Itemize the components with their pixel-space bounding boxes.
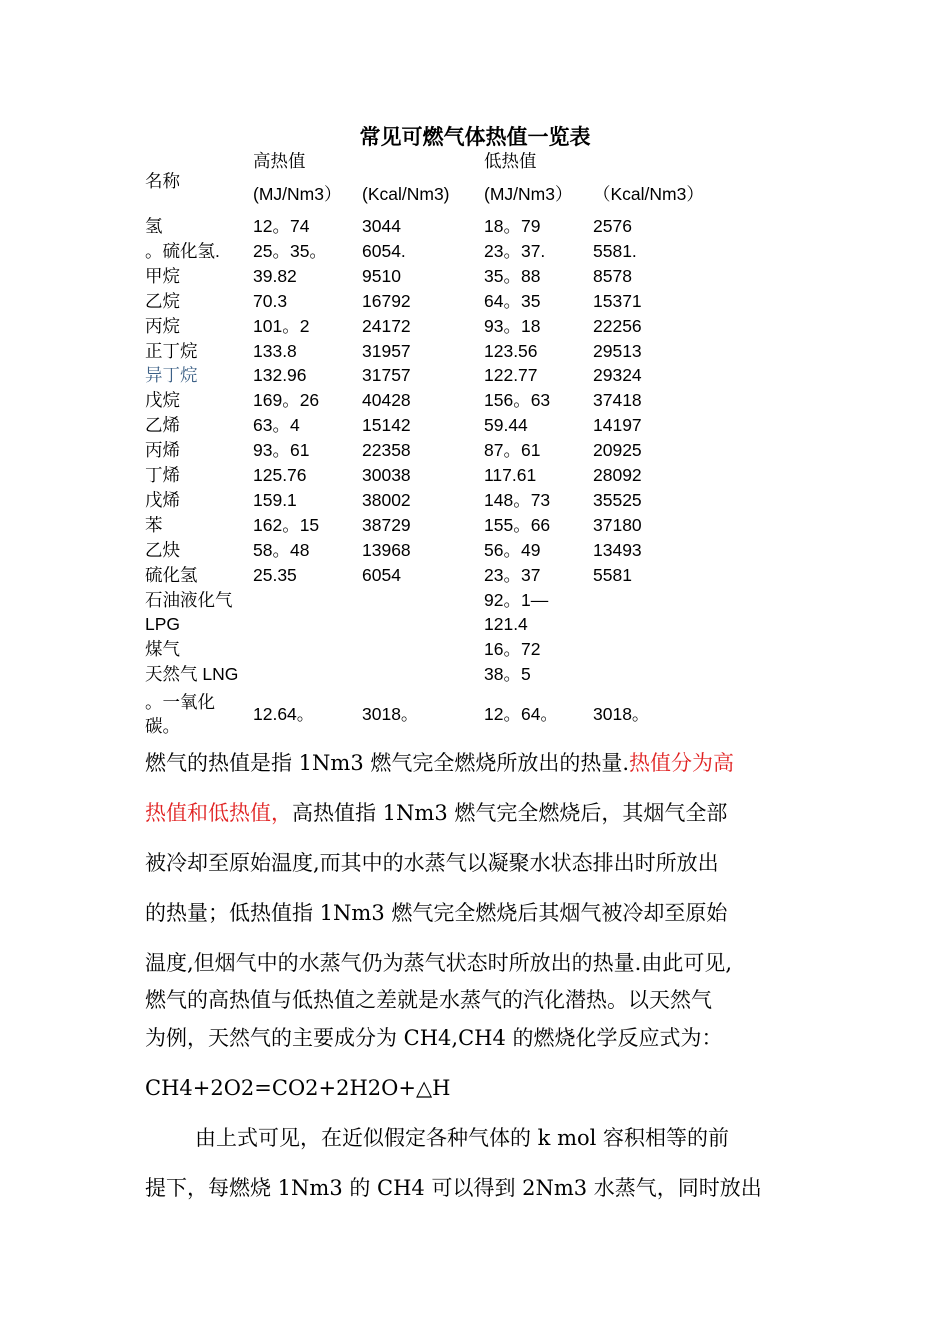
- table-cell-name: 碳。: [145, 716, 180, 736]
- page-title: 常见可燃气体热值一览表: [359, 124, 591, 149]
- formula: CH4+2O2=CO2+2H2O+△H: [145, 1076, 451, 1100]
- paragraph-line: 为例，天然气的主要成分为 CH4,CH4 的燃烧化学反应式为：: [145, 1026, 723, 1050]
- paragraph-line: 提下，每燃烧 1Nm3 的 CH4 可以得到 2Nm3 水蒸气，同时放出: [145, 1176, 762, 1200]
- table-cell-name: 异丁烷: [145, 365, 198, 385]
- table-cell: 155。66: [484, 515, 551, 535]
- table-cell: 35525: [593, 490, 642, 510]
- table-cell: 37180: [593, 515, 642, 535]
- table-cell: 92。1—: [484, 590, 549, 610]
- table-cell: 3018。: [362, 704, 419, 724]
- table-cell: 12。74: [253, 216, 310, 236]
- table-cell: 31757: [362, 365, 411, 385]
- table-cell: 35。88: [484, 266, 541, 286]
- table-cell: 20925: [593, 440, 642, 460]
- table-cell: 87。61: [484, 440, 541, 460]
- table-cell: 15371: [593, 291, 642, 311]
- table-cell: 22358: [362, 440, 411, 460]
- table-cell-name: 戊烷: [145, 390, 180, 410]
- table-cell: 9510: [362, 266, 401, 286]
- table-cell: 24172: [362, 316, 411, 336]
- table-cell: 123.56: [484, 341, 538, 361]
- paragraph-line: 被冷却至原始温度,而其中的水蒸气以凝聚水状态排出时所放出: [145, 851, 719, 875]
- header-name: 名称: [145, 171, 180, 191]
- table-cell: 31957: [362, 341, 411, 361]
- table-cell-name: 丙烯: [145, 440, 180, 460]
- table-cell: 16。72: [484, 639, 541, 659]
- table-cell: 133.8: [253, 341, 297, 361]
- table-cell: 63。4: [253, 415, 300, 435]
- table-cell: 8578: [593, 266, 632, 286]
- header-unit: (Kcal/Nm3): [362, 184, 450, 204]
- table-cell: 25。35。: [253, 241, 327, 261]
- table-cell-name: 戊烯: [145, 490, 180, 510]
- table-cell: 16792: [362, 291, 411, 311]
- paragraph-line: [145, 748, 810, 778]
- table-cell: 3018。: [593, 704, 650, 724]
- table-cell-name: 氢: [145, 216, 163, 236]
- table-cell: 23。37.: [484, 241, 546, 261]
- table-cell: 14197: [593, 415, 642, 435]
- table-cell: 5581: [593, 565, 632, 585]
- table-cell: 23。37: [484, 565, 541, 585]
- table-cell: 121.4: [484, 614, 528, 634]
- table-cell: 29513: [593, 341, 642, 361]
- table-cell-name: 石油液化气: [145, 590, 233, 610]
- highlighted-text: 热值分为高: [629, 751, 735, 775]
- header-high: 高热值: [253, 151, 306, 171]
- table-cell: 28092: [593, 465, 642, 485]
- table-cell: 159.1: [253, 490, 297, 510]
- table-cell: 56。49: [484, 540, 541, 560]
- table-cell: 40428: [362, 390, 411, 410]
- paragraph-text: 燃气的热值是指 1Nm3 燃气完全燃烧所放出的热量.: [145, 751, 630, 775]
- table-cell-name: 丁烯: [145, 465, 180, 485]
- table-cell: 18。79: [484, 216, 541, 236]
- table-cell-name: 正丁烷: [145, 341, 198, 361]
- table-cell: 6054.: [362, 241, 406, 261]
- table-cell: 6054: [362, 565, 401, 585]
- table-cell: 70.3: [253, 291, 288, 311]
- table-cell: 38。5: [484, 664, 531, 684]
- table-cell: 5581.: [593, 241, 637, 261]
- paragraph-line: 燃气的高热值与低热值之差就是水蒸气的汽化潜热。以天然气: [145, 988, 712, 1012]
- table-cell: 3044: [362, 216, 401, 236]
- table-cell: 13493: [593, 540, 642, 560]
- header-low: 低热值: [484, 151, 537, 171]
- table-cell: 148。73: [484, 490, 551, 510]
- table-cell: 38729: [362, 515, 411, 535]
- table-cell: 101。2: [253, 316, 310, 336]
- paragraph-line: 温度,但烟气中的水蒸气仍为蒸气状态时所放出的热量.由此可见,: [145, 951, 733, 975]
- table-cell: 38002: [362, 490, 411, 510]
- table-cell: 162。15: [253, 515, 320, 535]
- table-cell: 125.76: [253, 465, 307, 485]
- table-cell: 122.77: [484, 365, 538, 385]
- table-cell: 37418: [593, 390, 642, 410]
- header-unit: （Kcal/Nm3）: [593, 184, 704, 204]
- table-cell-name: 乙炔: [145, 540, 180, 560]
- table-cell-name: 天然气 LNG: [145, 664, 239, 684]
- table-cell-name: 乙烷: [145, 291, 180, 311]
- header-unit: (MJ/Nm3）: [484, 184, 573, 204]
- table-cell: 15142: [362, 415, 411, 435]
- table-cell-name: 煤气: [145, 639, 180, 659]
- table-cell-name: LPG: [145, 614, 181, 634]
- table-cell: 156。63: [484, 390, 551, 410]
- table-cell-name: 硫化氢: [145, 565, 198, 585]
- table-cell: 25.35: [253, 565, 297, 585]
- table-cell-name: 乙烯: [145, 415, 180, 435]
- table-cell: 64。35: [484, 291, 541, 311]
- table-cell: 29324: [593, 365, 642, 385]
- paragraph-line: [145, 798, 810, 828]
- header-unit: (MJ/Nm3）: [253, 184, 342, 204]
- table-cell: 13968: [362, 540, 411, 560]
- highlighted-text: 热值和低热值，: [145, 801, 292, 825]
- table-cell: 12。64。: [484, 704, 558, 724]
- table-cell: 93。61: [253, 440, 310, 460]
- table-cell-name: 。一氧化: [145, 692, 215, 712]
- table-cell: 117.61: [484, 465, 537, 485]
- table-cell: 93。18: [484, 316, 541, 336]
- table-cell: 2576: [593, 216, 632, 236]
- table-cell: 59.44: [484, 415, 528, 435]
- paragraph-line: 由上式可见，在近似假定各种气体的 k mol 容积相等的前: [195, 1126, 730, 1150]
- table-cell-name: 丙烷: [145, 316, 180, 336]
- table-cell-name: 。硫化氢.: [145, 241, 220, 261]
- table-cell-name: 苯: [145, 515, 163, 535]
- table-cell: 169。26: [253, 390, 320, 410]
- table-cell: 12.64。: [253, 704, 315, 724]
- table-cell: 132.96: [253, 365, 307, 385]
- table-cell-name: 甲烷: [145, 266, 180, 286]
- table-cell: 30038: [362, 465, 411, 485]
- paragraph-line: 的热量；低热值指 1Nm3 燃气完全燃烧后其烟气被冷却至原始: [145, 901, 728, 925]
- paragraph-text: 高热值指 1Nm3 燃气完全燃烧后，其烟气全部: [292, 801, 728, 825]
- table-cell: 39.82: [253, 266, 297, 286]
- table-cell: 22256: [593, 316, 642, 336]
- table-cell: 58。48: [253, 540, 310, 560]
